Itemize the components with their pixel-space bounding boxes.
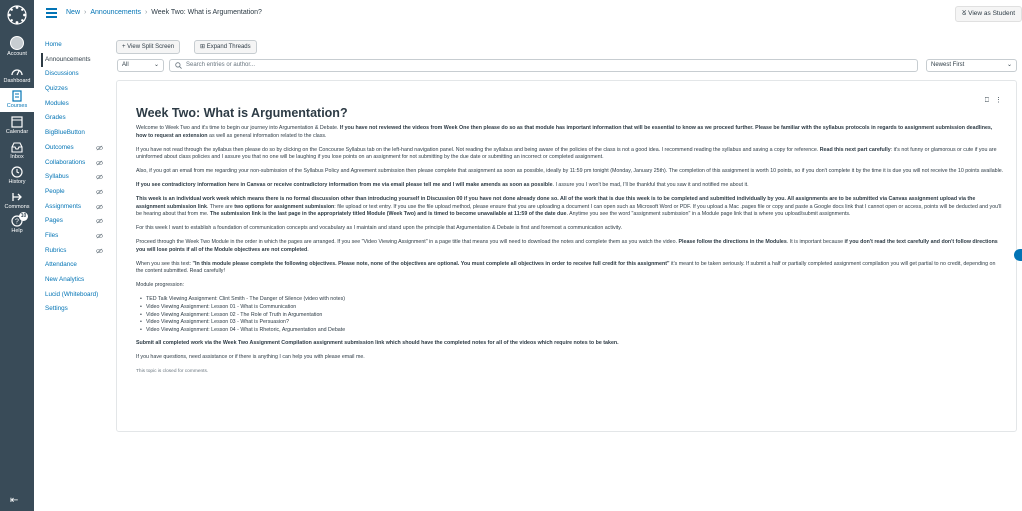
filter-select[interactable]: All ⌄ bbox=[117, 59, 164, 72]
paragraph: This week is an individual work week which means there is no formal discussion other than introducing yourself in Discussion 00 if you have not done already done so. All of the work that is due this week is to be completed and submitted individually by you. All assignments are to be submitted via Canvas assignment upload via the assignment submission link. There are two options for assignment submission: file upload or text entry. If you use the file upload method, please ensure that you are uploading a document I can open such as Microsoft Word or PDF. If you upload a Mac .pages file or copy and paste a Google docs link that I cannot open or access, points will be deducted and you'll be hearing about that from me. The submission link is the last page in the appropriately titled Module (Week Two) and is timed to become unavailable at 11:59 of the date due. Anytime you see the word "assignment submission" in a Module page link that is where you upload/submit assignments. bbox=[136, 195, 1002, 218]
course-nav-label: New Analytics bbox=[45, 276, 85, 283]
module-progression-list bbox=[146, 296, 1004, 335]
paragraph: If you have not read through the syllabus then please do so by clicking on the Concourse Syllabus tab on the left-hand navigation panel. Not reading the syllabus and being aware of the policies of the class is not a good idea. I recommend reading the syllabus and saving a copy for reference. Read this next part carefully: it's not funny or glamorous or cute if you are uninformed about class policies and I assure you that no one will be laughing if you lose points on an assignment for not submitting by the due date or submitting an incorrect or completed assignment. bbox=[136, 146, 997, 161]
sort-select[interactable]: Newest First ⌄ bbox=[926, 59, 1017, 72]
course-nav-label: Discussions bbox=[45, 70, 79, 78]
breadcrumb-separator-icon: › bbox=[84, 9, 87, 16]
hidden-eye-icon bbox=[96, 204, 103, 210]
course-nav-item[interactable] bbox=[41, 200, 111, 215]
plus-icon: + bbox=[122, 44, 128, 50]
module-progression-label: Module progression: bbox=[136, 282, 184, 289]
course-nav-item[interactable] bbox=[41, 53, 111, 68]
list-item: • Video Viewing Assignment: Lesson 02 - The Role of Truth in Argumentation bbox=[146, 312, 1004, 320]
hidden-eye-icon bbox=[96, 218, 103, 224]
course-nav-label: Outcomes bbox=[45, 143, 74, 151]
course-nav-label: Announcements bbox=[45, 55, 91, 63]
account-icon bbox=[10, 36, 24, 50]
view-split-screen-button[interactable]: + View Split Screen bbox=[116, 40, 180, 54]
calendar-icon bbox=[10, 116, 24, 128]
course-nav-item[interactable] bbox=[41, 82, 111, 97]
hidden-eye-icon bbox=[96, 160, 103, 166]
breadcrumb-current: Week Two: What is Argumentation? bbox=[151, 9, 262, 16]
course-nav-item[interactable] bbox=[41, 258, 111, 273]
closed-for-comments-note: This topic is closed for comments. bbox=[136, 368, 209, 374]
course-nav-label: Pages bbox=[45, 217, 63, 225]
global-nav-courses[interactable]: Courses bbox=[0, 88, 34, 112]
course-nav-item[interactable] bbox=[41, 229, 111, 244]
help-badge: 10 bbox=[20, 213, 27, 219]
breadcrumb bbox=[66, 9, 262, 16]
course-nav-item[interactable] bbox=[41, 67, 111, 82]
global-nav-history[interactable]: History bbox=[0, 166, 34, 188]
course-nav-label: Modules bbox=[45, 99, 69, 107]
announcement-card bbox=[116, 80, 1017, 432]
courses-icon bbox=[10, 90, 24, 102]
course-nav-item[interactable] bbox=[41, 302, 111, 317]
course-nav-item[interactable] bbox=[41, 185, 111, 200]
hidden-eye-icon bbox=[96, 174, 103, 180]
glasses-icon: ᘜ bbox=[962, 10, 969, 17]
more-options-icon[interactable]: ⋮ bbox=[995, 97, 1002, 104]
course-nav-label: Rubrics bbox=[45, 246, 67, 254]
chevron-down-icon: ⌄ bbox=[153, 62, 159, 68]
course-nav-item[interactable] bbox=[41, 38, 111, 53]
collapse-nav-icon[interactable]: ⇤ bbox=[10, 495, 19, 506]
page-title: Week Two: What is Argumentation? bbox=[136, 106, 348, 120]
history-icon bbox=[10, 166, 24, 178]
paragraph: Submit all completed work via the Week Two Assignment Compilation assignment submission link which should have the completed notes for all of the videos which require notes to be taken. bbox=[136, 339, 619, 346]
course-nav-label: Attendance bbox=[45, 261, 77, 269]
course-nav-item[interactable] bbox=[41, 273, 111, 288]
course-nav-item[interactable] bbox=[41, 170, 111, 185]
hamburger-menu-icon[interactable] bbox=[46, 8, 57, 18]
hidden-eye-icon bbox=[96, 145, 103, 151]
course-nav-label: Syllabus bbox=[45, 173, 69, 181]
paragraph: Also, if you got an email from me regarding your non-submission of the Syllabus Policy and Agreement submission then please complete that assignment as soon as possible, ideally by 11:59 pm tonight (Monday, January 25th). The completion of this assignment is worth 10 points, so if you don't complete it by the time it is due you will not receive the 10 points available. bbox=[136, 168, 1004, 175]
hidden-eye-icon bbox=[96, 189, 103, 195]
inbox-icon bbox=[10, 141, 24, 153]
global-nav-help[interactable]: ? 10 Help bbox=[11, 213, 27, 234]
breadcrumb-separator-icon: › bbox=[144, 9, 148, 16]
list-item: • Video Viewing Assignment: Lesson 01 - What is Communication bbox=[146, 304, 1004, 312]
course-nav-item[interactable] bbox=[41, 244, 111, 259]
list-item: • Video Viewing Assignment: Lesson 04 - What is Rhetoric, Argumentation and Debate bbox=[146, 327, 1004, 335]
global-nav bbox=[0, 0, 34, 511]
breadcrumb-announcements[interactable]: Announcements bbox=[90, 9, 141, 16]
paragraph: If you have questions, need assistance or if there is anything I can help you with please email me. bbox=[136, 353, 365, 360]
bookmark-icon[interactable]: ⎕ bbox=[984, 97, 989, 104]
global-nav-account[interactable]: Account bbox=[0, 36, 34, 60]
page-header bbox=[34, 0, 1022, 28]
announcement-body bbox=[136, 125, 1004, 381]
chevron-down-icon: ⌄ bbox=[1006, 62, 1012, 68]
course-nav-label: BigBlueButton bbox=[45, 129, 85, 137]
course-nav-item[interactable] bbox=[41, 141, 111, 156]
hidden-eye-icon bbox=[96, 233, 103, 239]
course-nav-label: People bbox=[45, 187, 65, 195]
course-nav-label: Files bbox=[45, 231, 59, 239]
course-nav-label: Collaborations bbox=[45, 158, 86, 166]
list-item: • TED Talk Viewing Assignment: Clint Smith - The Danger of Silence (video with notes) bbox=[146, 296, 1004, 304]
global-nav-inbox[interactable]: Inbox bbox=[0, 141, 34, 163]
course-nav-label: Lucid (Whiteboard) bbox=[45, 290, 99, 298]
course-nav-label: Home bbox=[45, 41, 62, 48]
course-nav-label: Settings bbox=[45, 305, 68, 313]
commons-icon bbox=[10, 191, 24, 203]
course-nav-item[interactable] bbox=[41, 288, 111, 303]
paragraph: If you see contradictory information here in Canvas or receive contradictory information from me via email please tell me and I will make amends as soon as possible. I assure you I won't be mad, I'll be thankful that you saw it and notified me about it. bbox=[136, 181, 749, 188]
paragraph: Proceed through the Week Two Module in the order in which the pages are arranged. If you see "Video Viewing Assignment" in a page title that means you will need to download the notes and complete them as you watch the video. Please follow the directions in the Modules. It is important because if you don't read the text carefully and don't follow directions you will lose points if all of the Module objectives are not completed. bbox=[136, 238, 998, 253]
expand-threads-button[interactable]: ⊞ Expand Threads bbox=[194, 40, 257, 54]
paragraph: For this week I want to establish a foundation of communication concepts and vocabulary as I maintain and stand upon the principle that Argumentation & Debate is first and foremost a communication activity. bbox=[136, 225, 623, 232]
course-nav-item[interactable] bbox=[41, 214, 111, 229]
expand-icon: ⊞ bbox=[200, 44, 207, 50]
course-nav-item[interactable] bbox=[41, 111, 111, 126]
course-nav-label: Grades bbox=[45, 114, 66, 122]
course-nav-label: Quizzes bbox=[45, 85, 68, 93]
course-nav-item[interactable] bbox=[41, 156, 111, 171]
global-nav-commons[interactable]: Commons bbox=[0, 191, 34, 213]
course-nav-item[interactable] bbox=[41, 97, 111, 112]
list-item: • Video Viewing Assignment: Lesson 03 - What is Persuasion? bbox=[146, 319, 1004, 327]
side-tab-handle[interactable] bbox=[1014, 249, 1022, 261]
breadcrumb-course[interactable]: New bbox=[66, 9, 81, 16]
course-nav-item[interactable] bbox=[41, 126, 111, 141]
global-nav-calendar[interactable]: Calendar bbox=[0, 116, 34, 138]
course-nav bbox=[41, 38, 111, 317]
canvas-logo-icon[interactable] bbox=[7, 5, 27, 25]
view-as-student-button[interactable]: ᘜ View as Student bbox=[955, 6, 1022, 22]
search-input[interactable]: Search entries or author... bbox=[169, 59, 918, 72]
course-nav-label: Assignments bbox=[45, 202, 82, 210]
global-nav-dashboard[interactable]: Dashboard bbox=[0, 65, 34, 87]
paragraph: Welcome to Week Two and it's time to begin our journey into Argumentation & Debate. If you have not reviewed the videos from Week One then please do so as that module has important information that will be essential to know as we proceed further. Please be familiar with the syllabus protocols in regards to assignment submission deadlines, how to request an extension as well as general information related to the class. bbox=[136, 125, 993, 139]
paragraph: When you see this text: "In this module please complete the following objectives. Please note, none of the objectives are optional. You must complete all objectives in order to receive full credit for this assignment" it's meant to be taken seriously. If submit a half or partially completed assignment compilation you will get partial to no credit, depending on the content submitted. Read carefully! bbox=[136, 260, 996, 275]
hidden-eye-icon bbox=[96, 248, 103, 254]
svg-text:?: ? bbox=[15, 218, 19, 226]
dashboard-icon bbox=[10, 65, 24, 77]
search-icon bbox=[175, 62, 182, 69]
